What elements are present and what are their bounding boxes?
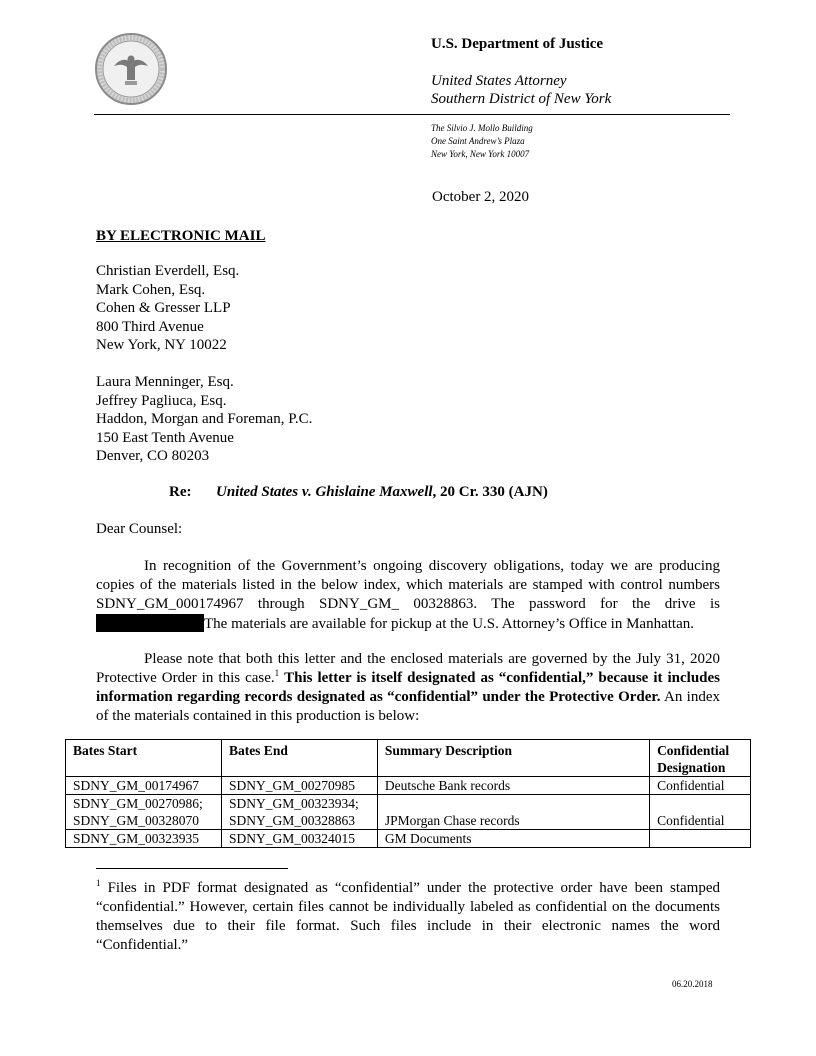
body-paragraph-2 [96, 650, 720, 726]
table-cell [221, 795, 377, 830]
footnote-number: 1 [96, 878, 101, 888]
re-line [169, 484, 548, 501]
footnote [96, 879, 720, 955]
footnote-text: Files in PDF format designated as “confidential” under the protective order have been stamped “confidential.” However, certain files cannot be individually labeled as confidential on the documents themselves due to their file format. Such files include in their electronic names the word “Confidential.” [96, 880, 720, 953]
table-row [66, 830, 751, 848]
footnote-reference[interactable]: 1 [274, 668, 280, 678]
recipient-line: Cohen & Gresser LLP [96, 300, 231, 316]
body-paragraph-1 [96, 557, 720, 634]
office-district: Southern District of New York [431, 91, 612, 107]
table-row [66, 777, 751, 795]
delivery-method: BY ELECTRONIC MAIL [96, 228, 266, 244]
table-cell: Deutsche Bank records [377, 777, 649, 795]
cell-line: SDNY_GM_00328070 [73, 813, 200, 828]
office-name: United States Attorney [431, 73, 567, 89]
para2-text-end: An index of the materials contained in this production is below: [96, 689, 720, 724]
docket-number: , 20 Cr. 330 (AJN) [432, 484, 548, 500]
para2-text: Please note that both this letter and the enclosed materials are governed by the July 31, 2020 Protective Order in this case. [96, 651, 720, 686]
recipient-block [96, 373, 312, 466]
recipient-line: 800 Third Avenue [96, 318, 204, 335]
table-cell: GM Documents [377, 830, 649, 848]
recipient-line: Denver, CO 80203 [96, 448, 210, 464]
re-label: Re: [169, 484, 192, 500]
table-cell: SDNY_GM_00174967 [66, 777, 222, 795]
address-line: One Saint Andrew’s Plaza [431, 136, 525, 146]
table-header-row [66, 740, 751, 777]
footnote-rule [96, 868, 288, 869]
para1-text-after-redaction: The materials are available for pickup at the U.S. Attorney’s Office in Manhattan. [204, 616, 694, 632]
confidentiality-notice: This letter is itself designated as “confidential,” because it includes information regarding records designated as “confidential” under the Protective Order. [96, 670, 720, 705]
column-header: Confidential Designation [650, 740, 751, 777]
cell-line: SDNY_GM_00270986; [73, 796, 203, 811]
column-header: Bates Start [66, 740, 222, 777]
case-name: United States v. Ghislaine Maxwell [216, 484, 433, 500]
para1-text: In recognition of the Government’s ongoing discovery obligations, today we are producing copies of the materials listed in the below index, which materials are stamped with control numbers SDNY_GM_000174967 through SDNY_GM_ 00328863. The password for the drive is [96, 558, 720, 612]
table-cell: SDNY_GM_00324015 [221, 830, 377, 848]
letter-date: October 2, 2020 [432, 189, 530, 205]
recipient-line: Christian Everdell, Esq. [96, 263, 240, 279]
table-row [66, 795, 751, 830]
recipient-line: Laura Menninger, Esq. [96, 374, 234, 390]
address-line: New York, New York 10007 [431, 149, 530, 159]
table-cell: SDNY_GM_00270985 [221, 777, 377, 795]
recipient-line: 150 East Tenth Avenue [96, 429, 234, 446]
table-cell [66, 795, 222, 830]
recipient-line: Mark Cohen, Esq. [96, 281, 206, 298]
form-code: 06.20.2018 [672, 979, 713, 989]
recipient-block [96, 262, 239, 355]
recipient-line: Jeffrey Pagliuca, Esq. [96, 392, 227, 409]
table-cell [650, 830, 751, 848]
agency-name: U.S. Department of Justice [431, 36, 604, 52]
salutation: Dear Counsel: [96, 521, 183, 537]
cell-line: SDNY_GM_00328863 [228, 813, 355, 828]
table-cell: SDNY_GM_00323935 [66, 830, 222, 848]
recipient-line: New York, NY 10022 [96, 337, 227, 353]
table-cell: JPMorgan Chase records [377, 795, 649, 830]
address-line: The Silvio J. Mollo Building [431, 123, 533, 133]
column-header: Bates End [221, 740, 377, 777]
letterhead-rule [94, 114, 730, 115]
table-cell: Confidential [650, 777, 751, 795]
recipient-line: Haddon, Morgan and Foreman, P.C. [96, 411, 313, 427]
table-cell: Confidential [650, 795, 751, 830]
doj-seal-icon [94, 32, 168, 106]
column-header: Summary Description [377, 740, 649, 777]
cell-line: SDNY_GM_00323934; [228, 796, 359, 811]
redaction-box [96, 614, 204, 632]
production-index-table [65, 739, 751, 848]
